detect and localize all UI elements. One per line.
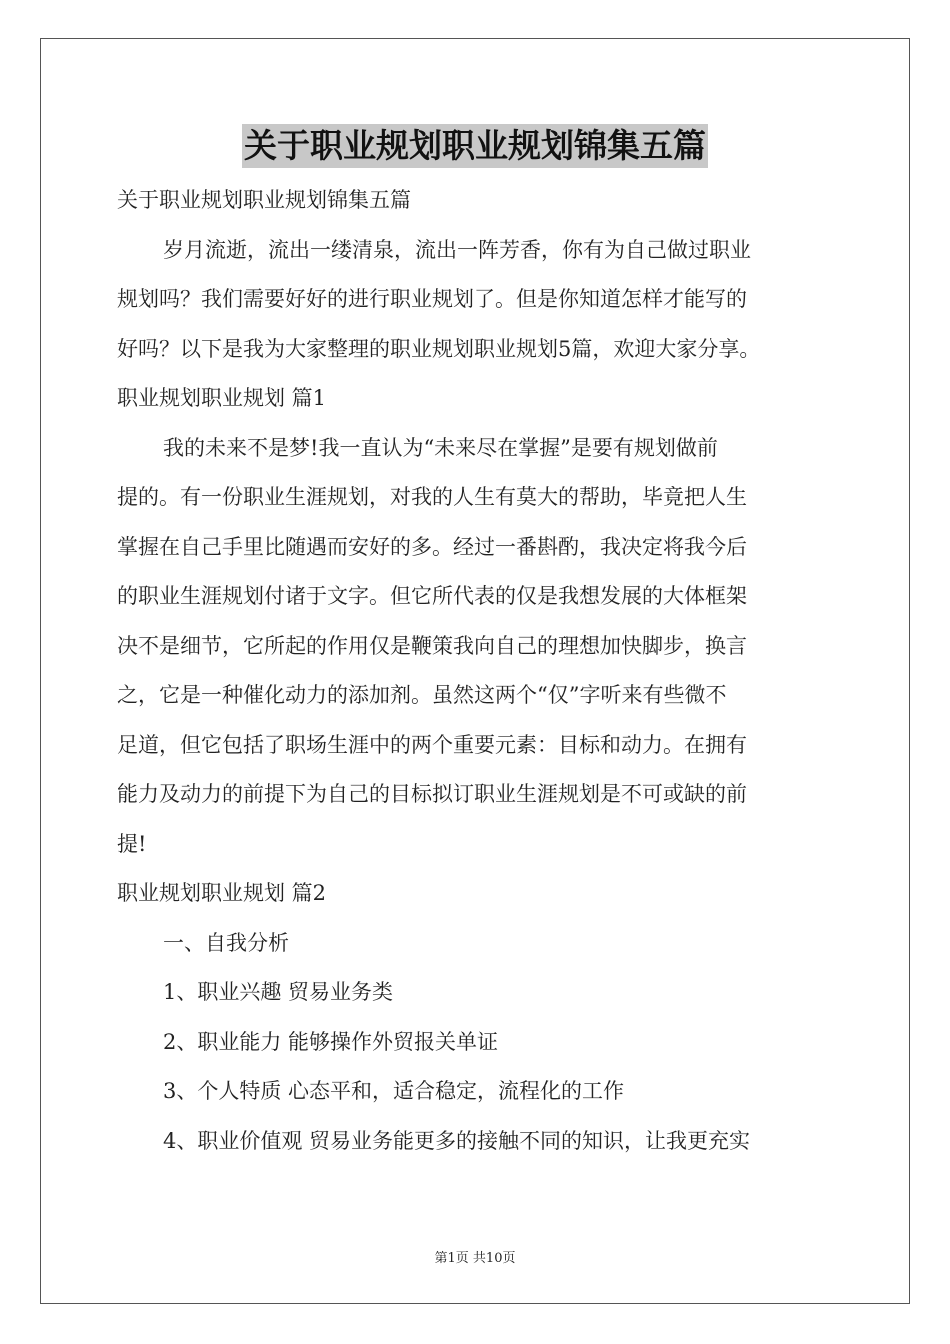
section-heading: 职业规划职业规划 篇2: [117, 881, 327, 905]
list-item: 3、个人特质 心态平和，适合稳定，流程化的工作: [163, 1079, 625, 1103]
paragraph-line: 提的。有一份职业生涯规划，对我的人生有莫大的帮助，毕竟把人生: [117, 485, 747, 509]
paragraph-line: 我的未来不是梦!我一直认为“未来尽在掌握”是要有规划做前: [163, 435, 718, 460]
paragraph-line: 掌握在自己手里比随遇而安好的多。经过一番斟酌，我决定将我今后: [117, 534, 747, 559]
list-item: 2、职业能力 能够操作外贸报关单证: [163, 1029, 499, 1054]
subtitle: 关于职业规划职业规划锦集五篇: [117, 188, 411, 212]
intro-line: 规划吗？我们需要好好的进行职业规划了。但是你知道怎样才能写的: [117, 287, 747, 311]
page-footer: 第1页 共10页: [434, 1251, 516, 1266]
document-body: [117, 176, 837, 1166]
section-heading: 职业规划职业规划 篇1: [117, 386, 327, 410]
paragraph-line: 之，它是一种催化动力的添加剂。虽然这两个“仅”字听来有些微不: [117, 683, 727, 707]
paragraph-line: 的职业生涯规划付诸于文字。但它所代表的仅是我想发展的大体框架: [117, 584, 747, 608]
list-item: 1、职业兴趣 贸易业务类: [163, 980, 394, 1004]
paragraph-line: 足道，但它包括了职场生涯中的两个重要元素：目标和动力。在拥有: [117, 732, 747, 757]
intro-line: 岁月流逝，流出一缕清泉，流出一阵芳香，你有为自己做过职业: [163, 237, 751, 262]
intro-line: 好吗？以下是我为大家整理的职业规划职业规划5篇，欢迎大家分享。: [117, 336, 761, 361]
paragraph-line: 决不是细节，它所起的作用仅是鞭策我向自己的理想加快脚步，换言: [117, 633, 747, 658]
document-title: 关于职业规划职业规划锦集五篇: [242, 124, 708, 168]
paragraph-line: 提!: [117, 831, 147, 856]
title-container: [0, 124, 950, 168]
list-item: 4、职业价值观 贸易业务能更多的接触不同的知识，让我更充实: [163, 1128, 751, 1153]
list-item: 一、自我分析: [163, 930, 289, 955]
paragraph-line: 能力及动力的前提下为自己的目标拟订职业生涯规划是不可或缺的前: [117, 782, 747, 806]
